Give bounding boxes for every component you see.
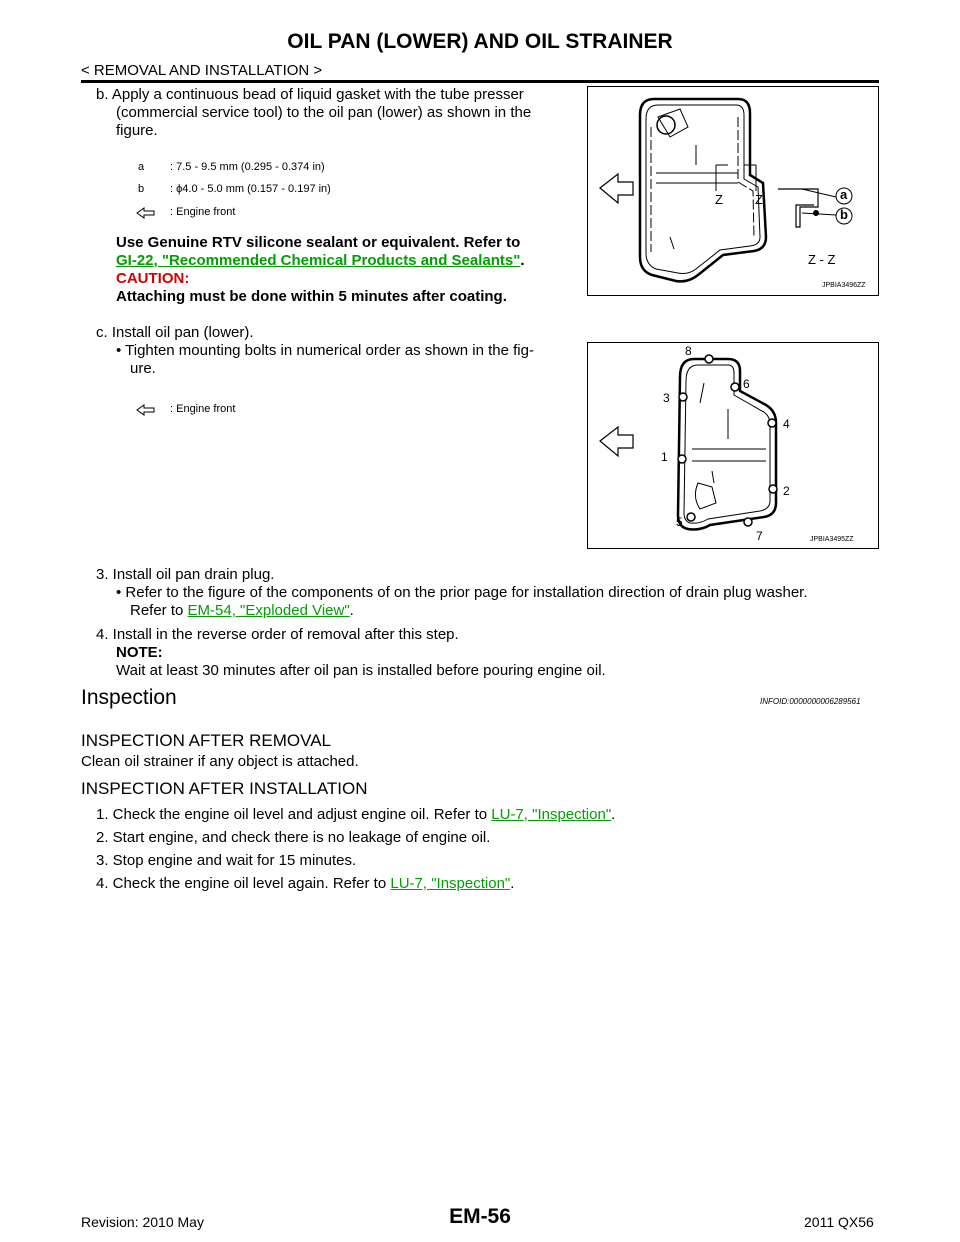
bolt-number-5: 5 (676, 515, 683, 529)
inspection-item-2: 2. Start engine, and check there is no leakage of engine oil. (96, 829, 491, 846)
lu7-inspection-link[interactable]: LU-7, "Inspection" (491, 806, 612, 823)
bolt-order-illustration (588, 343, 878, 548)
section-z1-label: Z (715, 192, 723, 207)
inspection-item-4-text: 4. Check the engine oil level again. Refer to (96, 875, 391, 892)
inspection-item-3: 3. Stop engine and wait for 15 minutes. (96, 852, 357, 869)
inspection-heading: Inspection (81, 686, 177, 709)
bolt-number-1: 1 (661, 450, 668, 464)
section-z2-label: Z (755, 192, 763, 207)
bolt-number-7: 7 (756, 529, 763, 543)
step-3-refer-suffix: . (349, 602, 354, 619)
legend-a: : 7.5 - 9.5 mm (0.295 - 0.374 in) (170, 161, 325, 173)
step-3-bullet1: • Refer to the figure of the components of on the prior page for installation direction of drain plug washer. (116, 584, 808, 601)
step-4-line1: 4. Install in the reverse order of removal after this step. (96, 626, 459, 643)
step-3-refer (130, 602, 354, 620)
step-b-line2: (commercial service tool) to the oil pan (lower) as shown in the (116, 104, 532, 121)
section-zz-label: Z - Z (808, 252, 836, 267)
after-install-heading: INSPECTION AFTER INSTALLATION (81, 779, 368, 798)
legend-b: : ϕ4.0 - 5.0 mm (0.157 - 0.197 in) (170, 183, 331, 195)
lu7-inspection-link[interactable]: LU-7, "Inspection" (390, 875, 511, 892)
info-id: INFOID:0000000006289561 (760, 697, 861, 706)
after-removal-text: Clean oil strainer if any object is attached. (81, 753, 359, 770)
callout-a-label: a (840, 187, 848, 202)
legend-b-key: b (138, 183, 145, 195)
legend-a-key: a (138, 161, 145, 173)
oil-pan-gasket-figure (587, 86, 879, 296)
revision-date: Revision: 2010 May (81, 1214, 204, 1230)
engine-front-arrow-icon (136, 404, 156, 416)
step-c-bullet2: ure. (130, 360, 156, 377)
model-year: 2011 QX56 (804, 1214, 874, 1230)
exploded-view-link[interactable]: EM-54, "Exploded View" (187, 602, 350, 619)
figure2-legend-front: : Engine front (170, 403, 236, 415)
step-c-line1: c. Install oil pan (lower). (96, 324, 254, 341)
caution-text: Attaching must be done within 5 minutes after coating. (116, 288, 507, 305)
inspection-item-1 (96, 806, 615, 824)
bolt-number-8: 8 (685, 344, 692, 358)
step-c-bullet1: • Tighten mounting bolts in numerical order as shown in the fig- (116, 342, 534, 359)
figure2-code: JPBIA3495ZZ (810, 536, 854, 543)
bolt-number-6: 6 (743, 377, 750, 391)
header-rule (81, 80, 879, 83)
step-3-refer-text: Refer to (130, 602, 188, 619)
sealant-link-suffix: . (520, 252, 525, 269)
inspection-item-1-suffix: . (611, 806, 616, 823)
legend-front: : Engine front (170, 206, 236, 218)
page-number: EM-56 (449, 1205, 511, 1228)
bolt-order-figure (587, 342, 879, 549)
inspection-item-4 (96, 875, 514, 893)
page-title: OIL PAN (LOWER) AND OIL STRAINER (287, 30, 673, 53)
step-3-line1: 3. Install oil pan drain plug. (96, 566, 275, 583)
bolt-number-4: 4 (783, 417, 790, 431)
bolt-number-2: 2 (783, 484, 790, 498)
use-sealant-text: Use Genuine RTV silicone sealant or equivalent. Refer to (116, 234, 521, 251)
step-b-line3: figure. (116, 122, 158, 139)
bolt-number-3: 3 (663, 391, 670, 405)
inspection-item-4-suffix: . (510, 875, 515, 892)
step-b-line1: b. Apply a continuous bead of liquid gasket with the tube presser (96, 86, 524, 103)
caution-label: CAUTION: (116, 270, 190, 287)
breadcrumb: < REMOVAL AND INSTALLATION > (81, 62, 323, 79)
sealant-ref (116, 252, 525, 270)
callout-b-label: b (840, 207, 848, 222)
engine-front-arrow-icon (136, 207, 156, 219)
after-removal-heading: INSPECTION AFTER REMOVAL (81, 731, 332, 750)
inspection-item-1-text: 1. Check the engine oil level and adjust engine oil. Refer to (96, 806, 492, 823)
sealant-link[interactable]: GI-22, "Recommended Chemical Products and Sealants" (116, 252, 521, 269)
figure1-code: JPBIA3496ZZ (822, 282, 866, 289)
note-text: Wait at least 30 minutes after oil pan is installed before pouring engine oil. (116, 662, 606, 679)
note-label: NOTE: (116, 644, 163, 661)
